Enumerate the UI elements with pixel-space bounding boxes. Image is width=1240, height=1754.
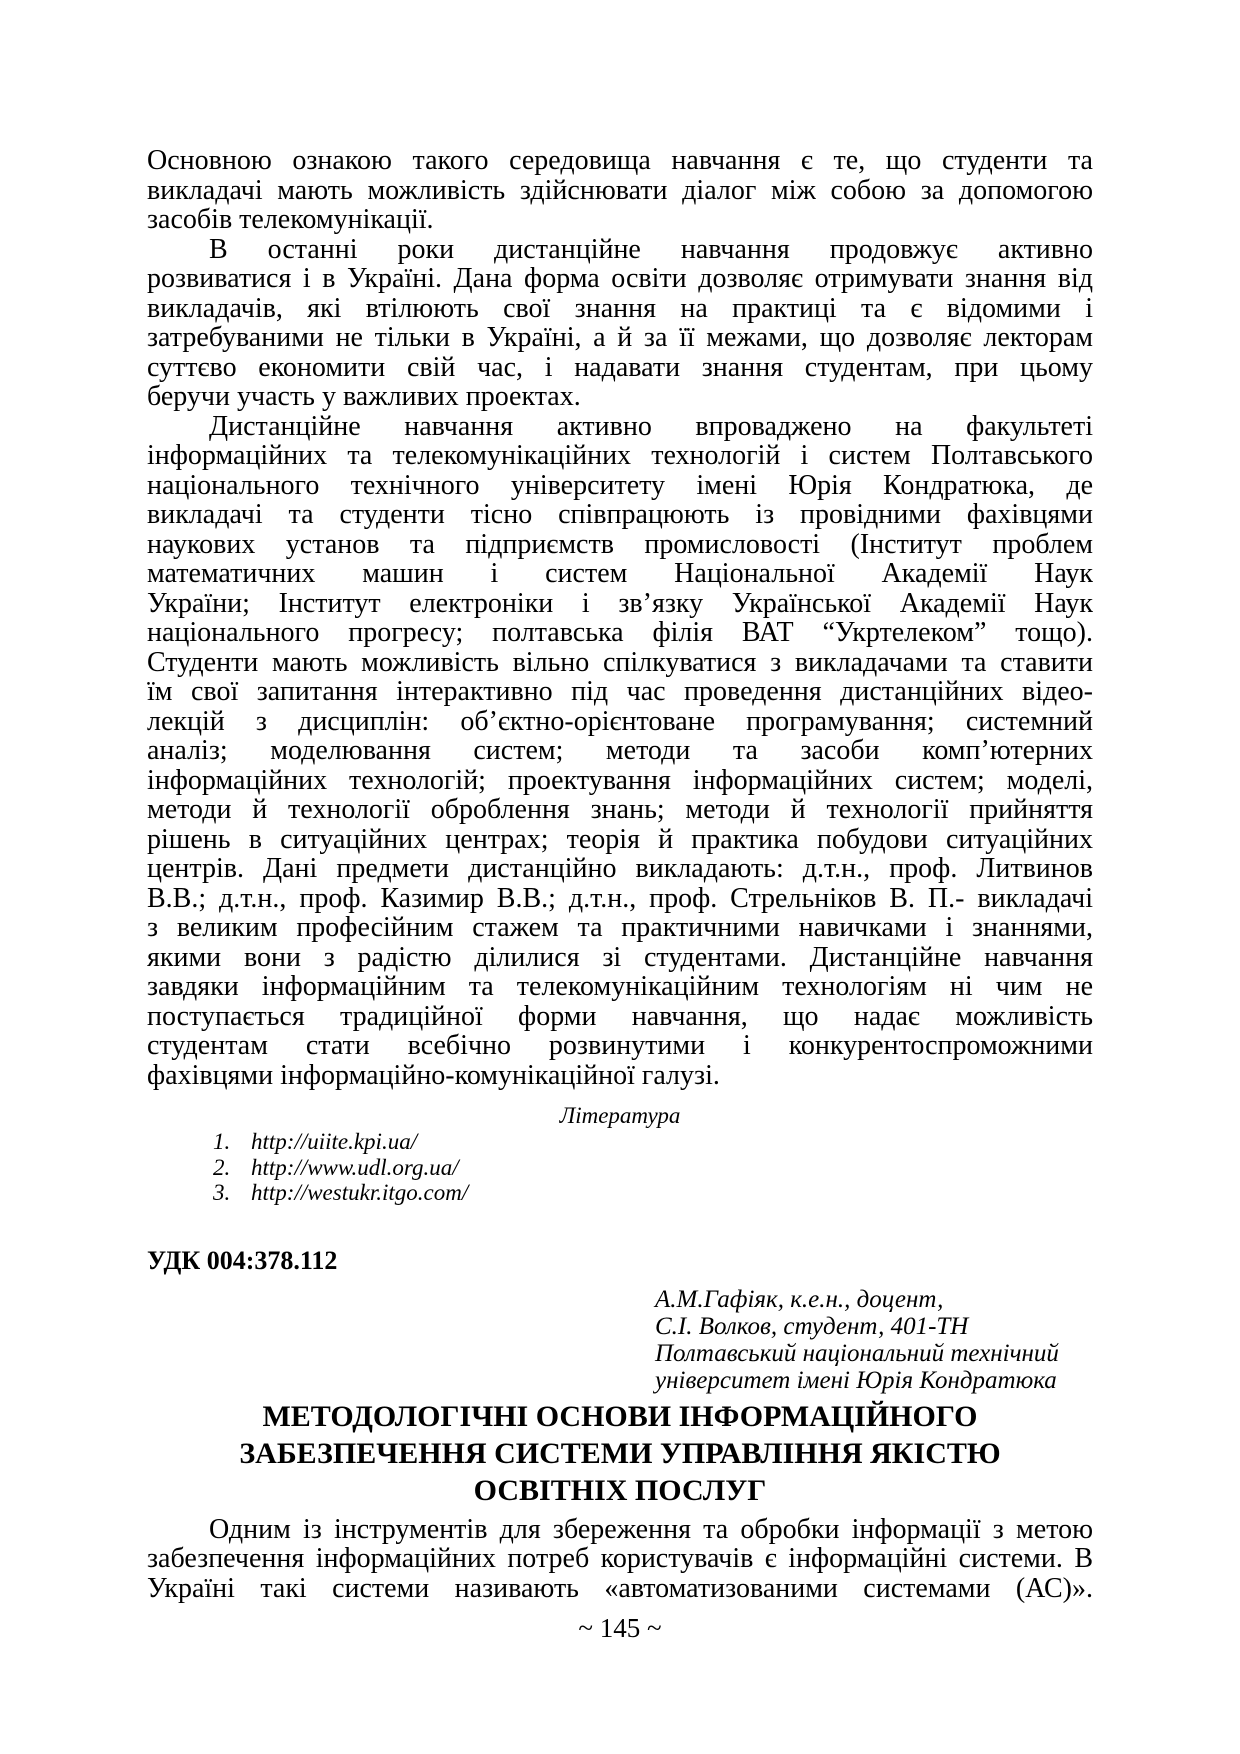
text-line: їм свої запитання інтерактивно під час проведення дистанційних відео- — [147, 676, 1093, 707]
text-line: розвиватися і в Україні. Дана форма освіти дозволяє отримувати знання від — [147, 263, 1093, 294]
page-number: ~ 145 ~ — [578, 1613, 662, 1643]
text-line: викладачі мають можливість здійснювати діалог між собою за допомогою — [147, 174, 1093, 206]
article-title-line: ЗАБЕЗПЕЧЕННЯ СИСТЕМИ УПРАВЛІННЯ ЯКІСТЮ — [239, 1436, 1001, 1470]
page-content — [147, 0, 1093, 1643]
text-line: центрів. Дані предмети дистанційно викладають: д.т.н., проф. Литвинов — [147, 853, 1093, 884]
text-line: національного прогресу; полтавська філія ВАТ “Укртелеком” тощо). — [147, 617, 1093, 648]
author-line: А.М.Гафіяк, к.е.н., доцент, — [655, 1285, 944, 1313]
text-line: затребуваними не тільки в Україні, а й за її межами, що дозволяє лекторам — [147, 322, 1093, 353]
literature-item-url: http://westukr.itgo.com/ — [251, 1180, 469, 1205]
text-line: інформаційних та телекомунікаційних технологій і систем Полтавського — [147, 440, 1093, 471]
literature-item-number: 2. — [213, 1154, 231, 1180]
author-line: С.І. Волков, студент, 401-ТН — [655, 1312, 969, 1340]
affiliation-line: університет імені Юрія Кондратюка — [655, 1366, 1057, 1394]
text-line: завдяки інформаційним та телекомунікаційним технологіям ні чим не — [147, 971, 1093, 1002]
text-line: студентам стати всебічно розвинутими і конкурентоспроможними — [147, 1030, 1093, 1061]
text-line: національного технічного університету імені Юрія Кондратюка, де — [147, 469, 1093, 501]
text-line: Україні такі системи називають «автоматизованими системами (АС)». — [147, 1572, 1093, 1604]
literature-item — [213, 1129, 1093, 1155]
text-line: Дистанційне навчання активно впроваджено на факультеті — [209, 410, 1093, 442]
text-line: математичних машин і систем Національної Академії Наук — [147, 558, 1093, 589]
text-line: забезпечення інформаційних потреб користувачів є інформаційні системи. В — [147, 1543, 1093, 1574]
text-line: засобів телекомунікації. — [147, 204, 434, 235]
affiliation-line: Полтавський національний технічний — [655, 1339, 1059, 1367]
text-line: інформаційних технологій; проектування інформаційних систем; моделі, — [147, 764, 1093, 796]
text-line: викладачі та студенти тісно співпрацюють із провідними фахівцями — [147, 499, 1093, 530]
authors-block — [655, 1286, 1093, 1394]
text-line: наукових установ та підприємств промисловості (Інститут проблем — [147, 528, 1093, 560]
continued-article-text — [147, 146, 1093, 1090]
article-title-line: МЕТОДОЛОГІЧНІ ОСНОВИ ІНФОРМАЦІЙНОГО — [262, 1399, 978, 1433]
text-line: беручи участь у важливих проектах. — [147, 381, 581, 412]
literature-item-number: 1. — [213, 1129, 231, 1154]
paragraph — [147, 412, 1093, 1091]
udc-label: УДК 004:378.112 — [147, 1245, 338, 1275]
literature-item — [213, 1180, 1093, 1206]
text-line: Студенти мають можливість вільно спілкуватися з викладачами та ставити — [147, 646, 1093, 678]
text-line: фахівцями інформаційно-комунікаційної галузі. — [147, 1059, 720, 1091]
literature-item-url: http://uiite.kpi.ua/ — [251, 1129, 418, 1154]
literature-item — [213, 1155, 1093, 1181]
text-line: Основною ознакою такого середовища навчання є те, що студенти та — [147, 145, 1093, 176]
text-line: лекцій з дисциплін: об’єктно-орієнтоване програмування; системний — [147, 705, 1093, 737]
paragraph — [147, 235, 1093, 412]
text-line: з великим професійним стажем та практичними навичками і знаннями, — [147, 912, 1093, 943]
literature-heading: Література — [559, 1103, 681, 1128]
text-line: викладачів, які втілюють свої знання на практиці та є відомими і — [147, 292, 1093, 324]
article-title — [147, 1398, 1093, 1509]
paragraph — [147, 146, 1093, 235]
text-line: суттєво економити свій час, і надавати знання студентам, при цьому — [147, 351, 1093, 383]
text-line: аналіз; моделювання систем; методи та засоби комп’ютерних — [147, 735, 1093, 766]
text-line: поступається традиційної форми навчання, що надає можливість — [147, 1000, 1093, 1032]
text-line: В.В.; д.т.н., проф. Казимир В.В.; д.т.н., проф. Стрельніков В. П.- викладачі — [147, 882, 1093, 914]
text-line: України; Інститут електроніки і зв’язку Української Академії Наук — [147, 587, 1093, 619]
text-line: рішень в ситуаційних центрах; теорія й практика побудови ситуаційних — [147, 823, 1093, 855]
text-line: методи й технології оброблення знань; методи й технології прийняття — [147, 794, 1093, 825]
literature-list — [213, 1129, 1093, 1206]
text-line: якими вони з радістю ділилися зі студентами. Дистанційне навчання — [147, 941, 1093, 973]
literature-item-number: 3. — [213, 1180, 231, 1205]
literature-item-url: http://www.udl.org.ua/ — [251, 1154, 459, 1180]
article-title-line: ОСВІТНІХ ПОСЛУГ — [473, 1473, 767, 1507]
text-line: В останні роки дистанційне навчання продовжує активно — [209, 233, 1093, 265]
text-line: Одним із інструментів для збереження та обробки інформації з метою — [209, 1513, 1093, 1545]
article-first-paragraph — [147, 1515, 1093, 1604]
